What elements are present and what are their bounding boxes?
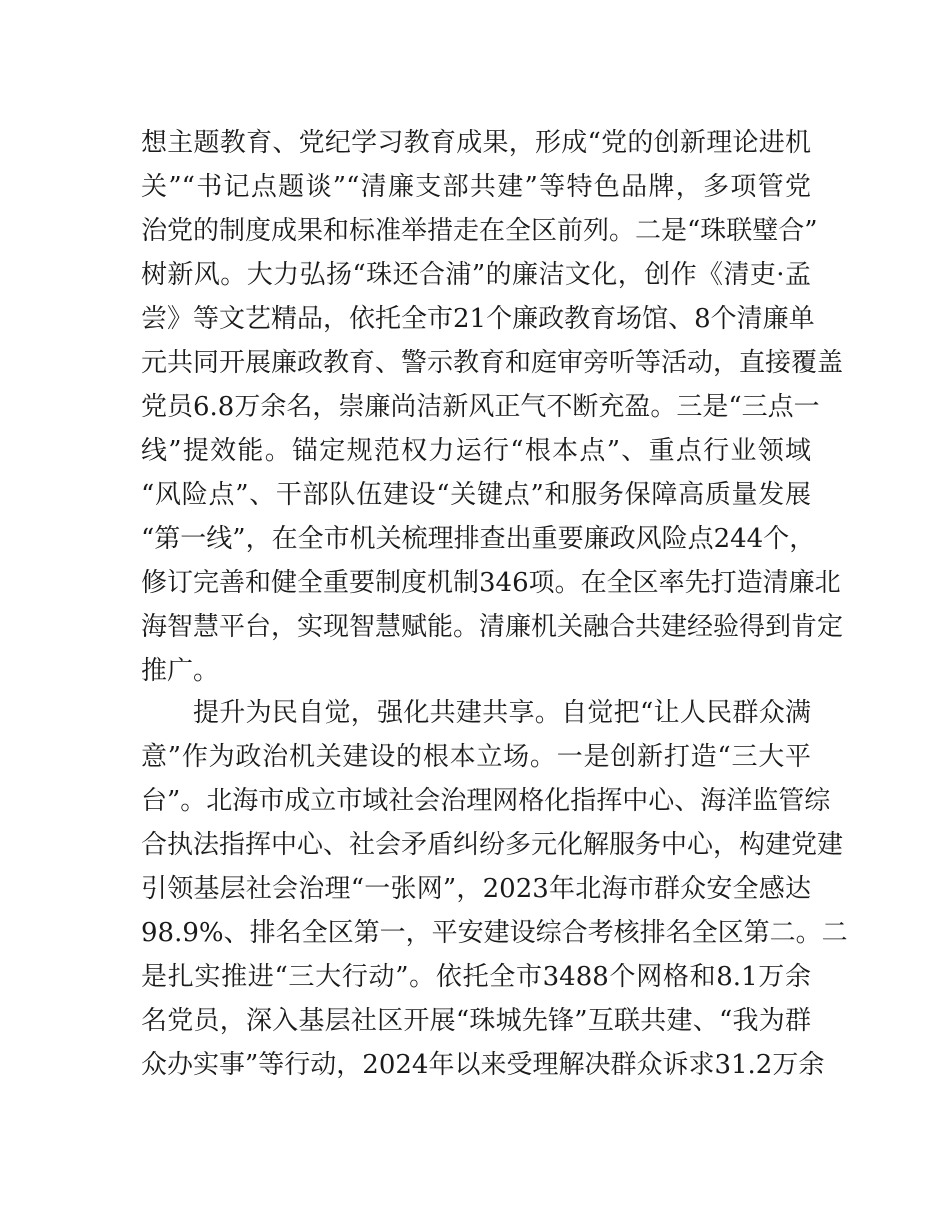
paragraph-line: 想主题教育、党纪学习教育成果，形成“党的创新理论进机 bbox=[141, 128, 811, 158]
paragraph-line: 树新风。大力弘扬“珠还合浦”的廉洁文化，创作《清吏·孟 bbox=[141, 260, 811, 290]
paragraph-line: 关”“书记点题谈”“清廉支部共建”等特色品牌，多项管党 bbox=[141, 172, 811, 202]
paragraph-line: “风险点”、干部队伍建设“关键点”和服务保障高质量发展 bbox=[141, 480, 811, 510]
paragraph-line: 合执法指挥中心、社会矛盾纠纷多元化解服务中心，构建党建 bbox=[141, 830, 844, 860]
paragraph-line: 98.9%、排名全区第一，平安建设综合考核排名全区第二。二 bbox=[141, 918, 848, 948]
paragraph-line: 尝》等文艺精品，依托全市21个廉政教育场馆、8个清廉单 bbox=[141, 304, 815, 334]
paragraph-line: 海智慧平台，实现智慧赋能。清廉机关融合共建经验得到肯定 bbox=[141, 612, 844, 642]
paragraph-line: 党员6.8万余名，崇廉尚洁新风正气不断充盈。三是“三点一 bbox=[141, 392, 820, 422]
paragraph-line: 名党员，深入基层社区开展“珠城先锋”互联共建、“我为群 bbox=[141, 1006, 811, 1036]
paragraph-line: 修订完善和健全重要制度机制346项。在全区率先打造清廉北 bbox=[141, 568, 841, 598]
paragraph-line: 治党的制度成果和标准举措走在全区前列。二是“珠联璧合” bbox=[141, 216, 818, 246]
paragraph-line: 是扎实推进“三大行动”。依托全市3488个网格和8.1万余 bbox=[141, 962, 811, 992]
paragraph-line: 意”作为政治机关建设的根本立场。一是创新打造“三大平 bbox=[141, 742, 811, 772]
paragraph-line: 推广。 bbox=[141, 656, 220, 686]
paragraph-line: 众办实事”等行动，2024年以来受理解决群众诉求31.2万余 bbox=[141, 1050, 825, 1080]
paragraph-2 bbox=[141, 691, 848, 1087]
paragraph-1 bbox=[141, 121, 844, 693]
paragraph-line: 台”。北海市成立市域社会治理网格化指挥中心、海洋监管综 bbox=[141, 786, 831, 816]
paragraph-line: 引领基层社会治理“一张网”，2023年北海市群众安全感达 bbox=[141, 874, 811, 904]
paragraph-line: 提升为民自觉，强化共建共享。自觉把“让人民群众满 bbox=[193, 698, 811, 728]
paragraph-line: “第一线”，在全市机关梳理排查出重要廉政风险点244个， bbox=[141, 524, 816, 554]
paragraph-line: 线”提效能。锚定规范权力运行“根本点”、重点行业领域 bbox=[141, 436, 811, 466]
paragraph-line: 元共同开展廉政教育、警示教育和庭审旁听等活动，直接覆盖 bbox=[141, 348, 844, 378]
